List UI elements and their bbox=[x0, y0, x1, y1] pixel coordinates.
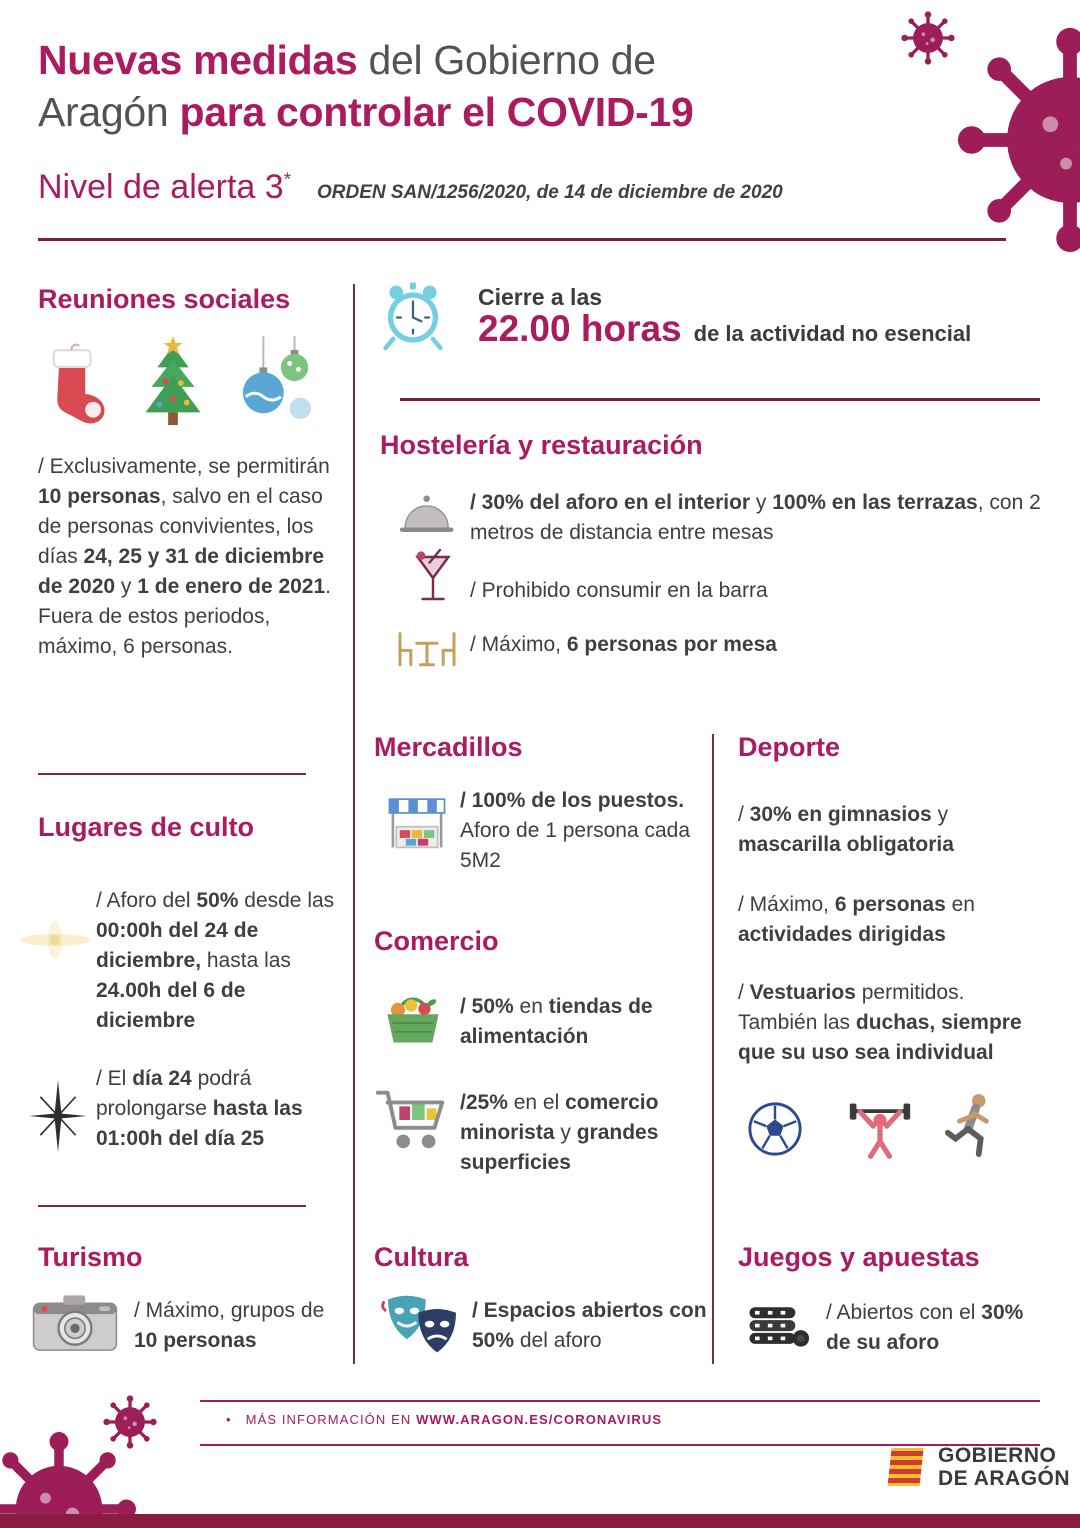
grocery-basket-icon bbox=[382, 986, 444, 1046]
section-heading-comercio: Comercio bbox=[374, 926, 499, 956]
divider bbox=[38, 1205, 306, 1207]
page-title bbox=[38, 34, 694, 138]
worship-extension-text: / El día 24 podrá prolongarse hasta las 01:00h del día 25 bbox=[96, 1067, 303, 1150]
cloche-icon bbox=[396, 492, 458, 542]
section-heading-mercadillos: Mercadillos bbox=[374, 732, 523, 762]
closure-divider bbox=[400, 398, 1040, 401]
runner-icon bbox=[942, 1092, 1000, 1162]
alert-row bbox=[38, 168, 783, 207]
logo-line-2: DE ARAGÓN bbox=[938, 1467, 1071, 1490]
gobierno-aragon-logo bbox=[882, 1444, 1070, 1490]
alert-level-label bbox=[38, 168, 291, 207]
social-rules-text: / Exclusivamente, se permitirán 10 personas, salvo en el caso de personas convivientes, los días 24, 25 y 31 de diciembre de 2020 y 1 de enero de 2021. Fuera de estos periodos, máximo, 6 personas. bbox=[38, 455, 332, 658]
theater-masks-icon bbox=[378, 1292, 466, 1360]
star-icon bbox=[26, 1076, 90, 1156]
virus-icon bbox=[952, 22, 1080, 258]
christmas-icons-row bbox=[38, 334, 316, 432]
markets-rules-text: / 100% de los puestos. Aforo de 1 persona cada 5M2 bbox=[460, 789, 690, 872]
footer-bullet: • bbox=[226, 1412, 232, 1427]
footer-info-prefix: MÁS INFORMACIÓN EN bbox=[245, 1412, 417, 1427]
cocktail-icon bbox=[412, 546, 454, 610]
commerce-food-text: / 50% en tiendas de alimentación bbox=[460, 995, 653, 1048]
logo-text bbox=[938, 1444, 1070, 1490]
footer-divider bbox=[200, 1400, 1040, 1402]
shopping-cart-icon bbox=[374, 1084, 452, 1156]
section-heading-deporte: Deporte bbox=[738, 732, 841, 762]
closure-suffix: de la actividad no esencial bbox=[693, 321, 972, 346]
coronavirus-url[interactable]: WWW.ARAGON.ES/CORONAVIRUS bbox=[416, 1412, 663, 1427]
footer-info bbox=[226, 1412, 662, 1427]
logo-line-1: GOBIERNO bbox=[938, 1444, 1057, 1467]
sports-groups-text: / Máximo, 6 personas en actividades dirigidas bbox=[738, 893, 975, 946]
sports-lockers-text: / Vestuarios permitidos. También las duchas, siempre que su uso sea individual bbox=[738, 981, 1022, 1064]
tourism-rules-text: / Máximo, grupos de 10 personas bbox=[134, 1299, 325, 1352]
market-stall-icon bbox=[382, 794, 452, 856]
alert-level-text: Nivel de alerta 3 bbox=[38, 168, 284, 206]
aragon-flag-icon bbox=[882, 1444, 928, 1490]
header-divider bbox=[38, 238, 1006, 241]
gambling-rules-text: / Abiertos con el 30% de su aforo bbox=[826, 1301, 1024, 1354]
section-heading-juegos-apuestas: Juegos y apuestas bbox=[738, 1242, 980, 1272]
weightlifter-icon bbox=[846, 1096, 914, 1162]
virus-icon bbox=[900, 10, 956, 66]
closure-time: 22.00 horas bbox=[478, 308, 682, 349]
commerce-retail-text: /25% en el comercio minorista y grandes superficies bbox=[460, 1091, 659, 1174]
sports-gym-text: / 30% en gimnasios y mascarilla obligatoria bbox=[738, 803, 954, 856]
camera-icon bbox=[32, 1290, 118, 1354]
title-line-1: Nuevas medidas del Gobierno de bbox=[38, 37, 656, 83]
stocking-icon bbox=[38, 342, 108, 432]
closure-prefix: Cierre a las bbox=[478, 284, 603, 310]
vertical-divider bbox=[353, 284, 355, 1364]
bottom-bar bbox=[0, 1514, 1080, 1528]
section-heading-turismo: Turismo bbox=[38, 1242, 143, 1272]
closure-line bbox=[478, 308, 1044, 350]
title-line-2: Aragón para controlar el COVID-19 bbox=[38, 89, 694, 135]
section-heading-reuniones-sociales: Reuniones sociales bbox=[38, 284, 291, 314]
christmas-tree-icon bbox=[128, 334, 218, 432]
hospitality-bar-text: / Prohibido consumir en la barra bbox=[470, 579, 768, 602]
hospitality-table-text: / Máximo, 6 personas por mesa bbox=[470, 633, 777, 656]
poker-chips-icon bbox=[744, 1292, 810, 1350]
section-heading-hosteleria: Hostelería y restauración bbox=[380, 430, 703, 460]
candle-glow-icon bbox=[16, 912, 94, 968]
soccer-ball-icon bbox=[746, 1100, 804, 1158]
vertical-divider bbox=[712, 734, 714, 1364]
hospitality-capacity-text: / 30% del aforo en el interior y 100% en las terrazas, con 2 metros de distancia entre mesas bbox=[470, 491, 1041, 544]
order-reference: ORDEN SAN/1256/2020, de 14 de diciembre de 2020 bbox=[316, 182, 783, 203]
culture-rules-text: / Espacios abiertos con 50% del aforo bbox=[472, 1299, 707, 1352]
alert-asterisk: * bbox=[283, 168, 291, 190]
virus-icon bbox=[102, 1394, 158, 1450]
section-heading-cultura: Cultura bbox=[374, 1242, 469, 1272]
baubles-icon bbox=[238, 336, 316, 432]
alarm-clock-icon bbox=[378, 280, 448, 352]
worship-capacity-text: / Aforo del 50% desde las 00:00h del 24 de diciembre, hasta las 24.00h del 6 de diciembre bbox=[96, 889, 335, 1032]
section-heading-lugares-culto: Lugares de culto bbox=[38, 812, 255, 842]
divider bbox=[38, 773, 306, 775]
table-and-chairs-icon bbox=[394, 626, 460, 670]
